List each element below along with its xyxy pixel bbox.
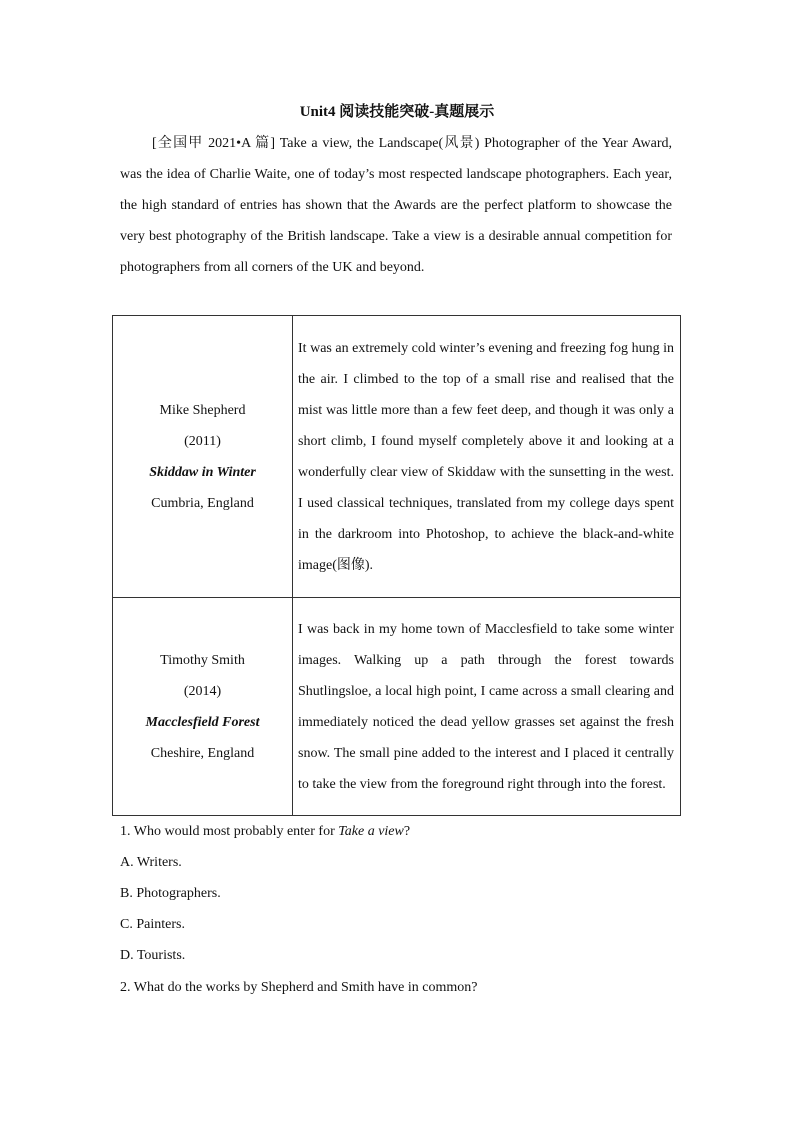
question-1-suffix: ? [403,824,411,839]
intro-paragraph [120,128,672,283]
intro-text: Take a view, the Landscape(风景) Photographer of the Year Award, was the idea of Charlie Waite, one of today’s most respected landscape photographers. Each year, the high standard of entries has shown that the Awards are the perfect platform to showcase the very best photography of the British landscape. Take a view is a desirable annual competition for photographers from all corners of the UK and beyond. [120,136,672,275]
question-1 [120,822,410,842]
work-title: Skiddaw in Winter [149,464,256,480]
entry-info [113,598,293,816]
option-c: C. Painters. [120,917,185,932]
entry-description: I was back in my home town of Macclesfield to take some winter images. Walking up a path through the forest towards Shutlingsloe, a local high point, I came across a small clearing and immediately noticed the dead yellow grasses set against the fresh snow. The small pine added to the interest and I placed it centrally to take the view from the foreground right through into the forest. [293,598,681,816]
entry-description: It was an extremely cold winter’s evening and freezing fog hung in the air. I climbed to the top of a small rise and realised that the mist was little more than a few feet deep, and though it was only a short climb, I found myself completely above it and looking at a wonderfully clear view of Skiddaw with the sunsetting in the west. I used classical techniques, translated from my college days spent in the darkroom into Photoshop, to achieve the black-and-white image(图像). [293,316,681,598]
question-1-text: 1. Who would most probably enter for [120,824,339,839]
table-row [113,598,681,816]
entry-place: Cumbria, England [151,495,254,511]
entries-table [112,315,681,816]
entry-info [113,316,293,598]
work-title: Macclesfield Forest [145,714,260,730]
photographer-name: Mike Shepherd [159,402,246,418]
question-1-emphasis: Take a view [338,824,404,839]
source-tag: [全国甲 2021•A 篇] [152,136,275,151]
table-row [113,316,681,598]
photographer-name: Timothy Smith [160,652,245,668]
question-2: 2. What do the works by Shepherd and Smith have in common? [120,980,478,995]
entry-year: (2014) [183,683,222,699]
entry-place: Cheshire, England [150,745,255,761]
option-a: A. Writers. [120,855,182,870]
page-title: Unit4 阅读技能突破-真题展示 [299,104,495,120]
option-d: D. Tourists. [120,948,186,963]
entry-year: (2011) [184,433,221,449]
option-b: B. Photographers. [120,886,221,901]
